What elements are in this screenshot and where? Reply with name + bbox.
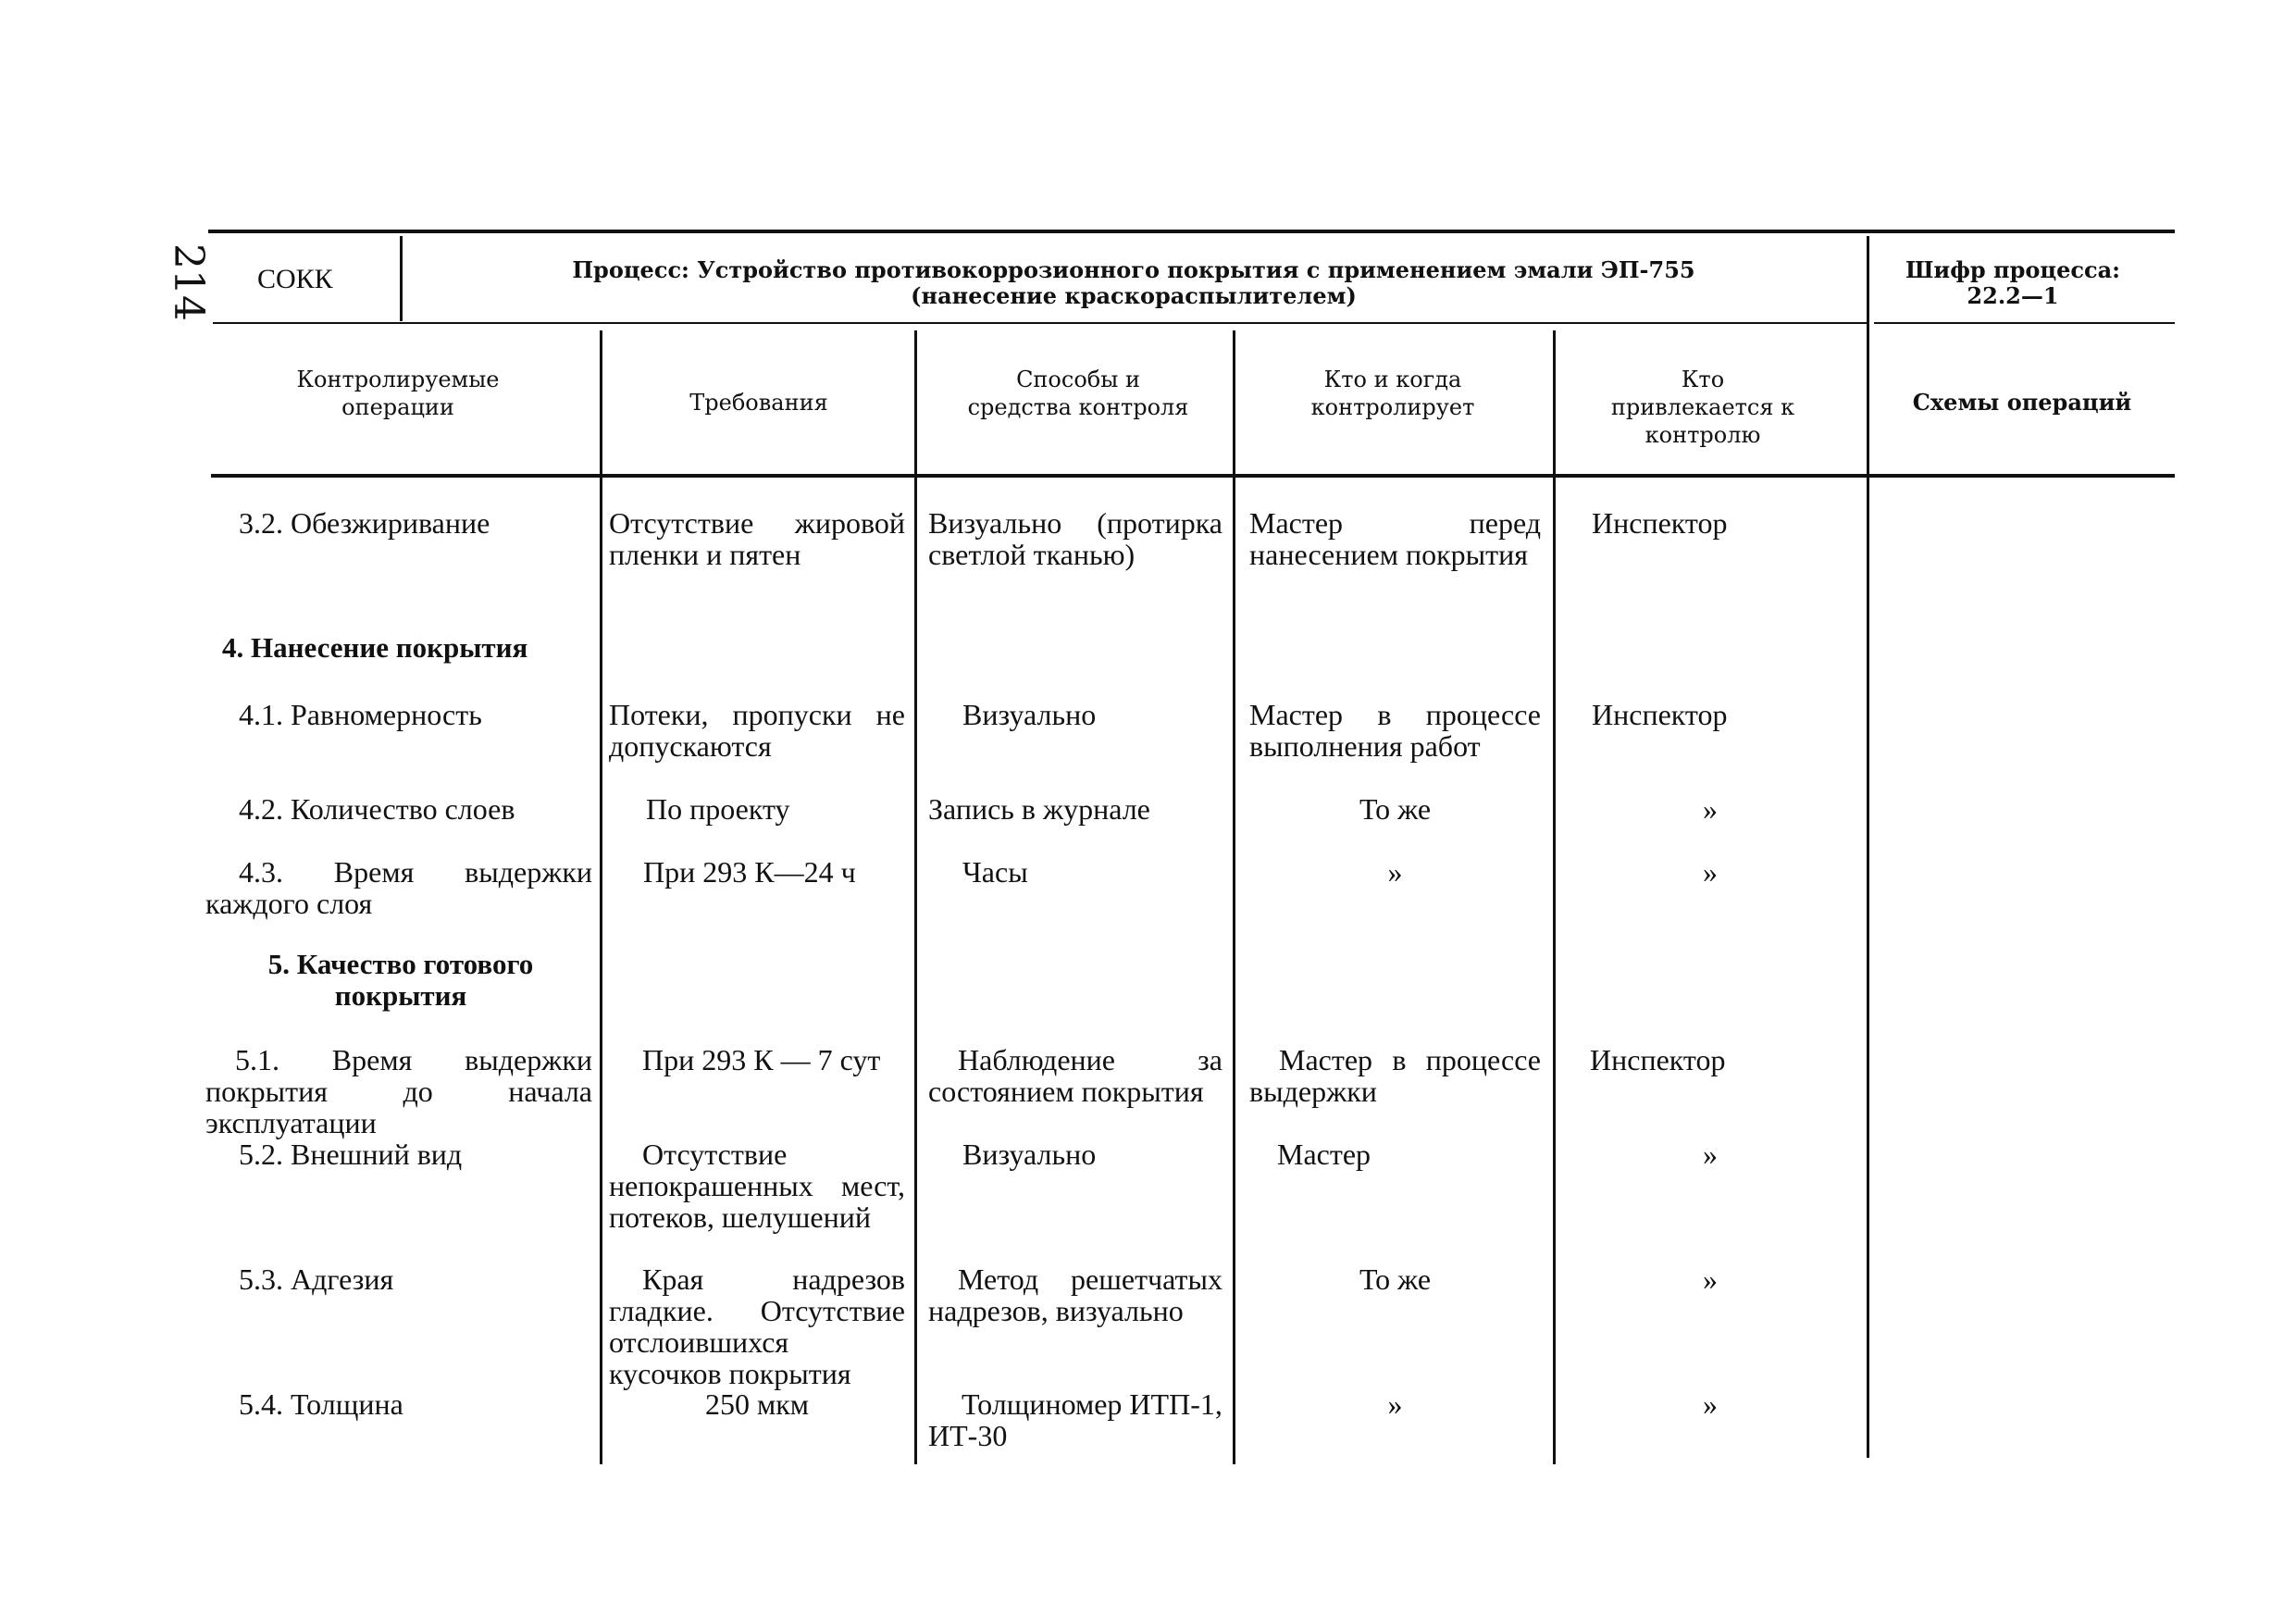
controller-5-1: Мастер в процессе выдержки	[1249, 1043, 1541, 1108]
col-header-requirements: Требования	[689, 390, 828, 416]
col-header-methods: Способы и средства контроля	[967, 367, 1189, 420]
operation-5-1: 5.1. Время выдержки покрытия до начала эксплуатации	[205, 1043, 592, 1139]
operation-5-2: 5.2. Внешний вид	[239, 1138, 463, 1171]
operation-5-3: 5.3. Адгезия	[239, 1263, 394, 1296]
col-header-schemes: Схемы операций	[1912, 389, 2132, 416]
col-header-involved: Кто привлекается к контролю	[1610, 367, 1795, 448]
column-header-rule	[211, 474, 2175, 478]
operation-4-1: 4.1. Равномерность	[239, 698, 482, 731]
method-5-4: Толщиномер ИТП-1, ИТ-30	[928, 1387, 1222, 1452]
operation-5-4: 5.4. Толщина	[239, 1387, 403, 1421]
method-3-2: Визуально (протирка светлой тканью)	[928, 506, 1222, 571]
requirement-3-2: Отсутствие жировой пленки и пятен	[609, 506, 905, 571]
top-rule	[208, 230, 2175, 233]
operation-4-2: 4.2. Количество слоев	[239, 792, 515, 826]
header-rule	[213, 322, 1869, 324]
method-4-3: Часы	[962, 855, 1028, 889]
code-divider	[1867, 236, 1869, 1458]
requirement-4-2: По проекту	[646, 792, 790, 826]
col-header-operations: Контролируемые операции	[296, 367, 500, 420]
col-divider-3	[1233, 330, 1235, 1464]
section-5-title: 5. Качество готового покрытия	[267, 948, 534, 1012]
process-code: Шифр процесса: 22.2—1	[1905, 256, 2120, 309]
involved-4-2: »	[1703, 792, 1718, 826]
method-5-3: Метод решетчатых надрезов, визуально	[928, 1263, 1222, 1327]
operation-3-2: 3.2. Обезжиривание	[239, 506, 490, 540]
requirement-4-3: При 293 К—24 ч	[643, 855, 856, 889]
involved-5-4: »	[1703, 1387, 1718, 1421]
col-divider-2	[914, 330, 917, 1464]
header-rule-right	[1874, 322, 2175, 324]
col-divider-1	[600, 330, 602, 1464]
involved-3-2: Инспектор	[1592, 506, 1728, 540]
controller-4-3: »	[1387, 855, 1403, 889]
controller-4-1: Мастер в процессе выполнения работ	[1249, 698, 1541, 763]
requirement-4-1: Потеки, пропуски не допускаются	[609, 698, 905, 763]
sokk-divider	[400, 236, 403, 321]
org-label: СОКК	[257, 264, 333, 294]
involved-4-1: Инспектор	[1592, 698, 1728, 731]
requirement-5-4: 250 мкм	[704, 1387, 810, 1421]
method-5-2: Визуально	[962, 1138, 1097, 1171]
requirement-5-3: Края надрезов гладкие. Отсутствие отслоившихся кусочков покрытия	[609, 1263, 905, 1390]
involved-5-1: Инспектор	[1590, 1043, 1726, 1076]
involved-5-3: »	[1703, 1263, 1718, 1296]
section-4-title: 4. Нанесение покрытия	[222, 631, 528, 664]
involved-5-2: »	[1703, 1138, 1718, 1171]
controller-5-2: Мастер	[1277, 1138, 1371, 1171]
controller-4-2: То же	[1359, 792, 1432, 826]
method-4-2: Запись в журнале	[928, 792, 1150, 826]
page-number: 214	[165, 243, 212, 321]
process-title: Процесс: Устройство противокоррозионного покрытия с применением эмали ЭП-755 (нанесение краскораспылителем)	[572, 256, 1695, 309]
method-5-1: Наблюдение за состоянием покрытия	[928, 1043, 1222, 1108]
involved-4-3: »	[1703, 855, 1718, 889]
col-divider-4	[1553, 330, 1556, 1464]
controller-5-4: »	[1387, 1387, 1403, 1421]
requirement-5-2: Отсутствие непокрашенных мест, потеков, шелушений	[609, 1138, 905, 1234]
requirement-5-1: При 293 К — 7 сут	[642, 1043, 881, 1076]
controller-3-2: Мастер перед нанесением покрытия	[1249, 506, 1541, 571]
col-header-controller: Кто и когда контролирует	[1310, 367, 1475, 420]
operation-4-3: 4.3. Время выдержки каждого слоя	[205, 855, 592, 920]
controller-5-3: То же	[1359, 1263, 1432, 1296]
method-4-1: Визуально	[962, 698, 1097, 731]
